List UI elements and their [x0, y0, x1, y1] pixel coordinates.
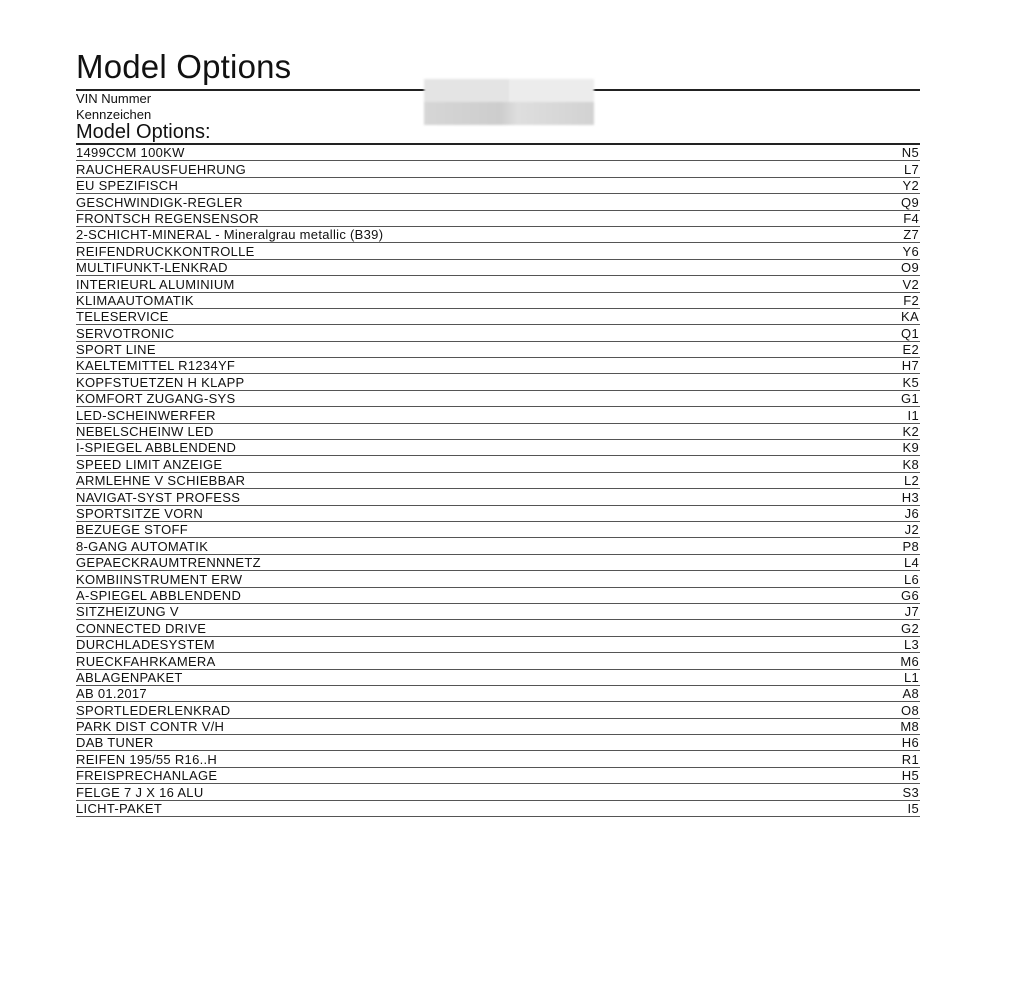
plate-label: Kennzeichen [76, 107, 152, 122]
option-code: G1 [901, 391, 919, 407]
option-code: H7 [901, 358, 919, 374]
option-code: G6 [901, 587, 919, 603]
option-code: I1 [907, 407, 919, 423]
option-row [76, 473, 920, 489]
option-name: FREISPRECHANLAGE [76, 769, 218, 784]
option-row [76, 309, 920, 325]
option-code: L3 [903, 637, 919, 653]
option-code: M6 [900, 653, 919, 669]
option-name: REIFEN 195/55 R16..H [76, 752, 218, 767]
option-row [76, 735, 920, 751]
option-code: Y6 [902, 243, 919, 259]
option-row [76, 325, 920, 341]
option-code: A8 [902, 686, 919, 702]
option-code: L2 [903, 473, 919, 489]
option-row [76, 342, 920, 358]
option-name: SITZHEIZUNG V [76, 605, 179, 620]
option-name: MULTIFUNKT-LENKRAD [76, 261, 228, 276]
option-code: S3 [902, 784, 919, 800]
page-title: Model Options [76, 48, 292, 85]
option-name: FELGE 7 J X 16 ALU [76, 785, 204, 800]
vehicle-header [76, 89, 920, 125]
option-code: M8 [900, 719, 919, 735]
option-code: H3 [901, 489, 919, 505]
option-code: I5 [907, 801, 919, 817]
option-name: 1499CCM 100KW [76, 146, 185, 161]
option-name: LED-SCHEINWERFER [76, 408, 216, 423]
option-code: Q9 [901, 194, 919, 210]
option-row [76, 145, 920, 161]
option-code: K8 [902, 456, 919, 472]
option-row [76, 588, 920, 604]
option-row [76, 293, 920, 309]
option-row [76, 801, 920, 817]
option-name: KLIMAAUTOMATIK [76, 293, 194, 308]
option-name: INTERIEURL ALUMINIUM [76, 277, 235, 292]
option-code: J7 [904, 604, 919, 620]
option-name: NAVIGAT-SYST PROFESS [76, 490, 241, 505]
option-row [76, 194, 920, 210]
option-code: L4 [903, 555, 919, 571]
option-row [76, 178, 920, 194]
option-row [76, 506, 920, 522]
option-name: 8-GANG AUTOMATIK [76, 539, 209, 554]
option-code: P8 [902, 538, 919, 554]
option-row [76, 522, 920, 538]
option-code: KA [901, 309, 919, 325]
section-title: Model Options: [76, 121, 920, 145]
option-code: E2 [902, 342, 919, 358]
option-name: SPORTSITZE VORN [76, 506, 204, 521]
option-row [76, 620, 920, 636]
option-name: 2-SCHICHT-MINERAL - Mineralgrau metallic (B39) [76, 228, 384, 243]
option-name: DAB TUNER [76, 736, 154, 751]
option-row [76, 391, 920, 407]
option-name: RAUCHERAUSFUEHRUNG [76, 162, 247, 177]
option-code: R1 [901, 751, 919, 767]
option-code: Y2 [902, 178, 919, 194]
option-code: Q1 [901, 325, 919, 341]
option-name: EU SPEZIFISCH [76, 179, 179, 194]
option-code: L1 [903, 669, 919, 685]
option-row [76, 751, 920, 767]
option-row [76, 653, 920, 669]
option-name: SPORTLEDERLENKRAD [76, 703, 231, 718]
option-row [76, 768, 920, 784]
option-row [76, 260, 920, 276]
option-row [76, 374, 920, 390]
option-name: DURCHLADESYSTEM [76, 638, 215, 653]
option-code: N5 [901, 145, 919, 161]
option-row [76, 161, 920, 177]
option-name: KAELTEMITTEL R1234YF [76, 359, 236, 374]
option-row [76, 424, 920, 440]
option-name: FRONTSCH REGENSENSOR [76, 211, 259, 226]
option-code: L6 [903, 571, 919, 587]
option-name: KOMBIINSTRUMENT ERW [76, 572, 243, 587]
option-name: CONNECTED DRIVE [76, 621, 207, 636]
option-code: G2 [901, 620, 919, 636]
option-name: GEPAECKRAUMTRENNNETZ [76, 556, 261, 571]
option-code: K9 [902, 440, 919, 456]
option-code: O9 [901, 260, 919, 276]
option-code: H5 [901, 768, 919, 784]
option-name: AB 01.2017 [76, 687, 147, 702]
option-code: F2 [903, 292, 919, 308]
option-code: O8 [901, 702, 919, 718]
option-name: PARK DIST CONTR V/H [76, 720, 225, 735]
option-row [76, 538, 920, 554]
option-row [76, 686, 920, 702]
option-code: V2 [902, 276, 919, 292]
option-code: K5 [902, 374, 919, 390]
option-row [76, 243, 920, 259]
option-name: A-SPIEGEL ABBLENDEND [76, 588, 242, 603]
option-row [76, 784, 920, 800]
option-name: KOPFSTUETZEN H KLAPP [76, 375, 245, 390]
option-row [76, 440, 920, 456]
option-name: GESCHWINDIGK-REGLER [76, 195, 243, 210]
option-row [76, 637, 920, 653]
option-name: NEBELSCHEINW LED [76, 425, 214, 440]
option-row [76, 571, 920, 587]
document-page [76, 48, 920, 817]
option-code: H6 [901, 735, 919, 751]
option-row [76, 489, 920, 505]
option-name: SPEED LIMIT ANZEIGE [76, 457, 223, 472]
option-name: LICHT-PAKET [76, 802, 163, 817]
option-name: REIFENDRUCKKONTROLLE [76, 244, 255, 259]
option-row [76, 719, 920, 735]
option-row [76, 670, 920, 686]
option-name: TELESERVICE [76, 310, 169, 325]
option-name: SPORT LINE [76, 343, 156, 358]
option-name: I-SPIEGEL ABBLENDEND [76, 441, 237, 456]
options-list [76, 145, 920, 817]
option-row [76, 407, 920, 423]
option-row [76, 358, 920, 374]
option-name: RUECKFAHRKAMERA [76, 654, 216, 669]
option-name: ARMLEHNE V SCHIEBBAR [76, 474, 246, 489]
option-row [76, 211, 920, 227]
option-code: J6 [904, 505, 919, 521]
option-row [76, 276, 920, 292]
option-row [76, 555, 920, 571]
option-code: L7 [903, 161, 919, 177]
option-code: K2 [902, 424, 919, 440]
option-name: BEZUEGE STOFF [76, 523, 189, 538]
option-row [76, 604, 920, 620]
redacted-blur [424, 79, 594, 125]
option-row [76, 456, 920, 472]
option-code: J2 [904, 522, 919, 538]
vin-label: VIN Nummer [76, 91, 152, 106]
option-name: KOMFORT ZUGANG-SYS [76, 392, 236, 407]
option-row [76, 227, 920, 243]
option-code: F4 [903, 210, 919, 226]
option-name: ABLAGENPAKET [76, 670, 183, 685]
option-row [76, 702, 920, 718]
option-name: SERVOTRONIC [76, 326, 175, 341]
option-code: Z7 [903, 227, 919, 243]
